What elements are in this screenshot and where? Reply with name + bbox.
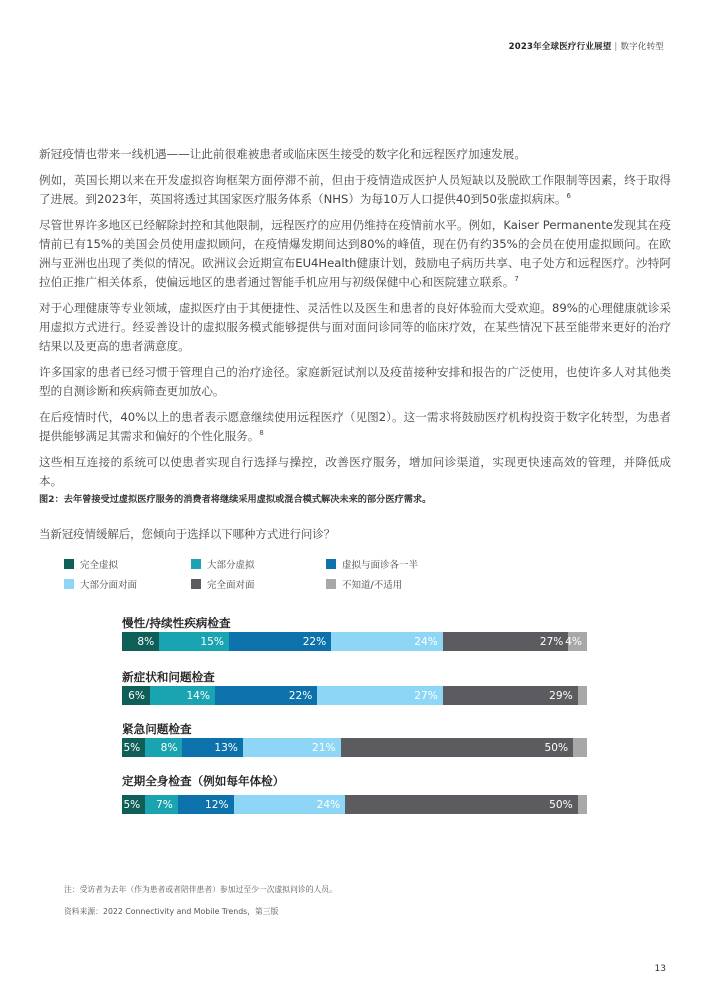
footnote-ref: 8 — [259, 429, 264, 438]
bar-segment — [578, 686, 587, 705]
data-label: 21% — [311, 741, 336, 754]
data-label: 15% — [200, 635, 224, 648]
legend-label: 完全面对面 — [207, 580, 255, 591]
legend-swatch — [64, 579, 74, 589]
data-label: 22% — [302, 635, 327, 648]
data-label: 27% — [414, 689, 438, 702]
legend-label: 不知道/不适用 — [342, 580, 403, 591]
paragraph-4: 对于心理健康等专业领域，虚拟医疗由于其便捷性、灵活性以及医生和患者的良好体验而大受欢迎。89%的心理健康就诊采用虚拟方式进行。经妥善设计的虚拟服务模式能够提供与面对面问诊同等的临床疗效，在某些情况下甚至能带来更好的治疗结果以及更高的患者满意度。 — [39, 301, 671, 353]
paragraph-3: 尽管世界许多地区已经解除封控和其他限制，远程医疗的应用仍维持在疫情前水平。例如，Kaiser Permanente发现其在疫情前已有15%的美国会员使用虚拟顾问，在疫情爆发期间达到80%的峰值，现在仍有约35%的会员在使用虚拟顾问。在欧洲与亚洲也出现了类似的情况。欧洲议会近期宣布EU4Health健康计划，鼓励电子病历共享、电子处方和远程医疗。沙特阿拉伯正推广相关体系，使偏远地区的患者通过智能手机应用与初级保健中心和医院建立联系。$^7$ — [39, 218, 671, 289]
bar-segment — [234, 795, 346, 814]
legend-swatch — [326, 579, 336, 589]
stacked-bar — [122, 686, 587, 705]
report-title: 2023年全球医疗行业展望 — [508, 42, 612, 52]
page-number: 13 — [654, 964, 666, 974]
data-label: 8% — [137, 635, 155, 648]
figure-title: 图2：去年曾接受过虚拟医疗服务的消费者将继续采用虚拟或混合模式解决未来的部分医疗需求。 — [39, 494, 432, 505]
bar-segment — [317, 686, 443, 705]
footnote-ref: 7 — [514, 275, 519, 284]
legend-label: 大部分虚拟 — [207, 560, 255, 571]
bar-segment — [341, 738, 574, 757]
bar-segment — [331, 632, 443, 651]
data-label: 50% — [549, 798, 573, 811]
bar-segment — [145, 795, 178, 814]
bar-segment — [159, 632, 229, 651]
stacked-bar — [122, 632, 587, 651]
category-label: 定期全身检查（例如每年体检） — [122, 774, 285, 788]
data-label: 24% — [414, 635, 438, 648]
header-separator: | — [614, 42, 618, 52]
data-label: 50% — [544, 741, 569, 754]
bar-segment — [243, 738, 341, 757]
bar-segment — [122, 632, 159, 651]
data-label: 13% — [214, 741, 238, 754]
paragraph-5: 许多国家的患者已经习惯于管理自己的治疗途径。家庭新冠试剂以及疫苗接种安排和报告的广泛使用，也使许多人对其他类型的自测诊断和疾病筛查更加放心。 — [39, 365, 671, 398]
bar-segment — [578, 795, 587, 814]
bar-segment — [443, 632, 569, 651]
stacked-bar — [122, 738, 587, 757]
data-label: 6% — [128, 689, 145, 702]
data-label: 29% — [549, 689, 573, 702]
data-label: 8% — [160, 741, 178, 754]
category-label: 紧急问题检查 — [122, 722, 192, 736]
data-label: 22% — [288, 689, 313, 702]
bar-segment — [229, 632, 331, 651]
legend-item — [191, 557, 255, 571]
survey-question: 当新冠疫情缓解后，您倾向于选择以下哪种方式进行问诊？ — [39, 527, 336, 541]
bar-segment — [215, 686, 317, 705]
section-name: 数字化转型 — [620, 42, 664, 52]
legend-label: 虚拟与面诊各一半 — [342, 560, 419, 571]
data-label: 12% — [205, 798, 229, 811]
data-label: 7% — [155, 798, 173, 811]
legend-swatch — [326, 559, 336, 569]
paragraph-6: 在后疫情时代，40%以上的患者表示愿意继续使用远程医疗（见图2）。这一需求将鼓励医疗机构投资于数字化转型，为患者提供能够满足其需求和偏好的个性化服务。$^8$ — [39, 410, 671, 443]
bar-segment — [145, 738, 182, 757]
data-label: 24% — [316, 798, 341, 811]
figure-source: 资料来源：2022 Connectivity and Mobile Trends，第三版 — [64, 907, 279, 916]
legend-label: 完全虚拟 — [80, 560, 119, 571]
bar-segment — [150, 686, 215, 705]
page-header — [509, 40, 664, 52]
bar-segment — [443, 686, 578, 705]
bar-segment — [122, 738, 145, 757]
data-label: 27% — [539, 635, 564, 648]
legend-item — [326, 557, 418, 571]
data-label: 4% — [565, 635, 582, 648]
bar-segment — [182, 738, 242, 757]
legend-item — [191, 577, 255, 591]
bar-segment — [122, 795, 145, 814]
paragraph-7: 这些相互连接的系统可以使患者实现自行选择与操控，改善医疗服务，增加问诊渠道，实现更快速高效的管理，并降低成本。 — [39, 455, 671, 488]
paragraph-1: 新冠疫情也带来一线机遇——让此前很难被患者或临床医生接受的数字化和远程医疗加速发展。 — [39, 147, 526, 161]
legend-swatch — [191, 559, 201, 569]
paragraph-2: 例如，英国长期以来在开发虚拟咨询框架方面停滞不前，但由于疫情造成医护人员短缺以及脱欧工作限制等因素，终于取得了进展。到2023年，英国将透过其国家医疗服务体系（NHS）为每10万人口提供40到50张虚拟病床。$^6$ — [39, 173, 671, 206]
bar-segment — [573, 738, 587, 757]
legend-label: 大部分面对面 — [80, 580, 138, 591]
legend-swatch — [64, 559, 74, 569]
category-label: 新症状和问题检查 — [122, 670, 215, 684]
data-label: 5% — [123, 798, 141, 811]
bar-segment — [122, 686, 150, 705]
stacked-bar — [122, 795, 587, 814]
data-label: 5% — [123, 741, 141, 754]
legend-swatch — [191, 579, 201, 589]
bar-segment — [178, 795, 234, 814]
legend-item — [64, 557, 118, 571]
category-label: 慢性/持续性疾病检查 — [122, 616, 231, 630]
body-text — [39, 145, 671, 498]
bar-segment — [565, 632, 587, 651]
legend-item — [64, 577, 137, 591]
bar-segment — [345, 795, 578, 814]
legend-item — [326, 577, 402, 591]
figure-note: 注：受访者为去年（作为患者或者陪伴患者）参加过至少一次虚拟问诊的人员。 — [64, 885, 337, 894]
data-label: 14% — [186, 689, 210, 702]
footnote-ref: 6 — [566, 192, 571, 201]
